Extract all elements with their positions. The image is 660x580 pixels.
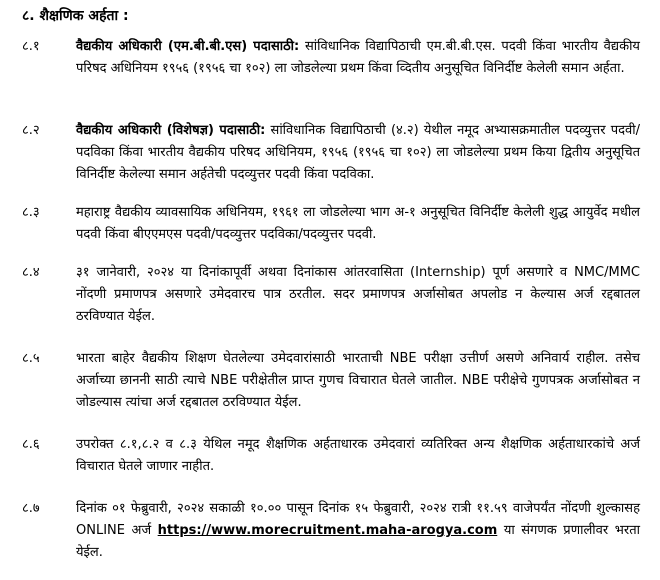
clause-8-7 (22, 498, 640, 564)
clause-8-4 (22, 262, 640, 328)
clause-body: ३१ जानेवारी, २०२४ या दिनांकापूर्वी अथवा दिनांकास आंतरवासिता (Internship) पूर्ण असणारे व NMC/MMC नोंदणी प्रमाणपत्र असणारे उमेदवारच पात्र ठरतील. सदर प्रमाणपत्र अर्जासोबत अपलोड न केल्यास अर्ज रद्दबातल ठरविण्यात येईल. (76, 265, 640, 324)
clause-body: दिनांक ०१ फेब्रुवारी, २०२४ सकाळी १०.०० पासून दिनांक १५ फेब्रुवारी, २०२४ रात्री ११.५९ वाजेपर्यंत नोंदणी शुल्कासह ONLINE अर्ज (76, 501, 640, 538)
clause-8-2 (22, 120, 640, 186)
clause-8-6 (22, 434, 640, 478)
clause-8-5 (22, 348, 640, 414)
clause-number: ८.७ (22, 501, 40, 516)
clause-body: उपरोक्त ८.१,८.२ व ८.३ येथिल नमूद शैक्षणिक अर्हताधारक उमेदवारां व्यतिरिक्त अन्य शैक्षणिक अर्हताधारकांचे अर्ज विचारात घेतले जाणार नाहीत. (76, 437, 640, 474)
clause-number: ८.४ (22, 265, 40, 280)
clause-lead: वैद्यकीय अधिकारी (एम.बी.बी.एस) पदासाठी: (76, 39, 300, 54)
clause-number: ८.५ (22, 351, 40, 366)
clause-text (76, 36, 640, 80)
clause-number: ८.६ (22, 437, 40, 452)
clause-body: महाराष्ट्र वैद्यकीय व्यावसायिक अधिनियम, १९६१ ला जोडलेल्या भाग अ-१ अनुसूचित विनिर्दीष्ट केलेली शुद्ध आयुर्वेद मधील पदवी किंवा बीएएमएस पदवी/पदव्युत्तर पदविका/पदव्युत्तर पदवी. (76, 205, 640, 242)
recruitment-website-link[interactable]: https://www.morecruitment.maha-arogya.com (157, 523, 498, 538)
clause-body-end: या संगणक प्रणालीवर भरता येईल. (76, 523, 640, 560)
section-heading: ८. शैक्षणिक अर्हता : (22, 8, 129, 24)
clause-8-3 (22, 202, 640, 246)
clause-text (76, 120, 640, 186)
clause-number: ८.१ (22, 39, 40, 54)
clause-text (76, 498, 640, 564)
clause-body: सांविधानिक विद्यापिठाची एम.बी.बी.एस. पदवी किंवा भारतीय वैद्यकीय परिषद अधिनियम १९५६ (१९५६ चा १०२) ला जोडलेल्या प्रथम किंवा व्दितीय अनुसूचित विनिर्दीष्ट केलेली समान अर्हता. (76, 39, 640, 76)
clause-body: भारता बाहेर वैद्यकीय शिक्षण घेतलेल्या उमेदवारांसाठी भारताची NBE परीक्षा उत्तीर्ण असणे अनिवार्य राहील. तसेच अर्जाच्या छाननी साठी त्याचे NBE परीक्षेतील प्राप्त गुणच विचारात घेतले जातील. NBE परीक्षेचे गुणपत्रक अर्जासोबत न जोडल्यास त्यांचा अर्ज रद्दबातल ठरविण्यात येईल. (76, 351, 640, 410)
clause-number: ८.३ (22, 205, 40, 220)
clause-number: ८.२ (22, 123, 40, 138)
clause-8-1 (22, 36, 640, 80)
clause-lead: वैद्यकीय अधिकारी (विशेषज्ञ) पदासाठी: (76, 123, 266, 138)
clause-body: सांविधानिक विद्यापिठाची (४.२) येथील नमूद अभ्यासक्रमातील पदव्युत्तर पदवी/पदविका किंवा भारतीय वैद्यकीय परिषद अधिनियम, १९५६ (१९५६ चा १०२) ला जोडलेल्या प्रथम किया द्वितीय अनुसूचित विनिर्दीष्ट केलेल्या समान अर्हतेची पदव्युत्तर पदवी किंवा पदविका. (76, 123, 641, 182)
